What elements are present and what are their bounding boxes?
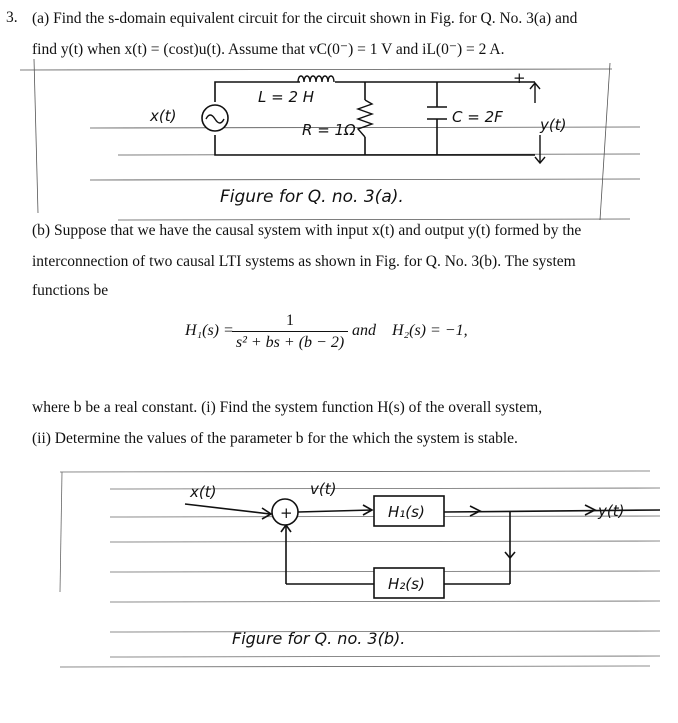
part-b-line-2: interconnection of two causal LTI systems as shown in Fig. for Q. No. 3(b). The system [32, 253, 576, 270]
resistor-icon [358, 100, 372, 137]
where-line-2: (ii) Determine the values of the parameter b for the which the system is stable. [32, 430, 518, 447]
question-number: 3. [6, 9, 18, 26]
plus-sign: + [513, 69, 526, 87]
and-word: and [352, 322, 376, 339]
part-a-line-2: find y(t) when x(t) = (cost)u(t). Assume that vC(0⁻) = 1 V and iL(0⁻) = 2 A. [32, 41, 505, 58]
h2-formula: H₂(s) = −1, [392, 322, 468, 339]
figure-a-circuit [0, 55, 678, 285]
figure-b-caption: Figure for Q. no. 3(b). [232, 629, 406, 648]
inductor-icon [298, 76, 334, 82]
inductor-label: L = 2 H [258, 88, 315, 106]
v-label: v(t) [310, 480, 337, 498]
block2-label: H₂(s) [388, 575, 425, 593]
source-label: x(t) [150, 107, 177, 125]
block1-label: H₁(s) [388, 503, 425, 521]
figure-a-caption: Figure for Q. no. 3(a). [220, 187, 404, 207]
input-label-b: x(t) [190, 483, 217, 501]
part-b-line-1: (b) Suppose that we have the causal system with input x(t) and output y(t) formed by the [32, 222, 582, 239]
h1-fraction [232, 312, 348, 352]
output-label-b: y(t) [598, 502, 625, 520]
capacitor-label: C = 2F [452, 108, 503, 126]
h1-lhs: H₁(s) = [185, 322, 234, 339]
part-a-line-1: (a) Find the s-domain equivalent circuit for the circuit shown in Fig. for Q. No. 3(a) and [32, 10, 578, 27]
h1-denominator: s² + bs + (b − 2) [235, 334, 345, 351]
figure-b-diagram [0, 462, 678, 712]
output-label-a: y(t) [540, 116, 567, 134]
where-line-1: where b be a real constant. (i) Find the system function H(s) of the overall system, [32, 399, 543, 416]
summer-plus: + [280, 504, 293, 522]
resistor-label: R = 1Ω [302, 121, 356, 139]
capacitor-icon [427, 107, 447, 119]
h1-numerator: 1 [286, 312, 294, 329]
part-b-line-3: functions be [32, 282, 109, 299]
